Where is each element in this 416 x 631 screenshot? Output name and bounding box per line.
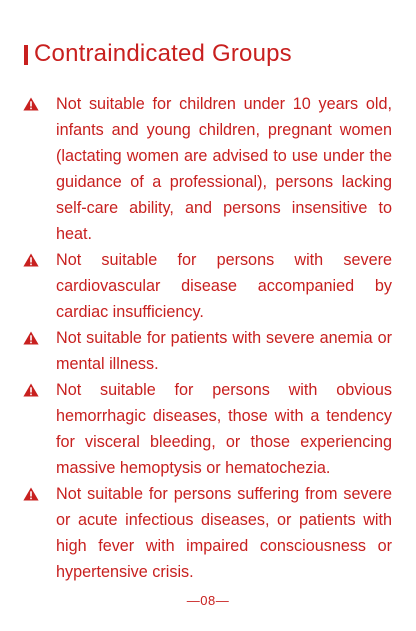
warning-icon bbox=[23, 97, 39, 111]
warning-icon bbox=[23, 487, 39, 501]
list-item bbox=[20, 91, 392, 247]
list-item-text: Not suitable for persons with obvious hemorrhagic diseases, those with a tendency for visceral bleeding, or those experiencing massive hemoptysis or hematochezia. bbox=[56, 381, 392, 477]
list-item-text: Not suitable for persons with severe cardiovascular disease accompanied by cardiac insufficiency. bbox=[56, 251, 392, 321]
list-item-text: Not suitable for persons suffering from severe or acute infectious diseases, or patients with high fever with impaired consciousness or hypertensive crisis. bbox=[56, 485, 392, 581]
warning-icon bbox=[23, 253, 39, 267]
warning-icon bbox=[23, 383, 39, 397]
section-title: Contraindicated Groups bbox=[34, 40, 292, 67]
heading-accent-bar bbox=[24, 45, 28, 65]
contraindication-list bbox=[20, 91, 392, 585]
list-item bbox=[20, 247, 392, 325]
list-item bbox=[20, 377, 392, 481]
page-number: —08— bbox=[186, 593, 230, 608]
list-item-text: Not suitable for children under 10 years old, infants and young children, pregnant women (lactating women are advised to use under the guidance of a professional), persons lacking self-care ability, and persons insensitive to heat. bbox=[56, 95, 392, 243]
warning-icon bbox=[23, 331, 39, 345]
list-item bbox=[20, 325, 392, 377]
list-item bbox=[20, 481, 392, 585]
section-heading bbox=[24, 38, 292, 70]
list-item-text: Not suitable for patients with severe anemia or mental illness. bbox=[56, 329, 392, 373]
